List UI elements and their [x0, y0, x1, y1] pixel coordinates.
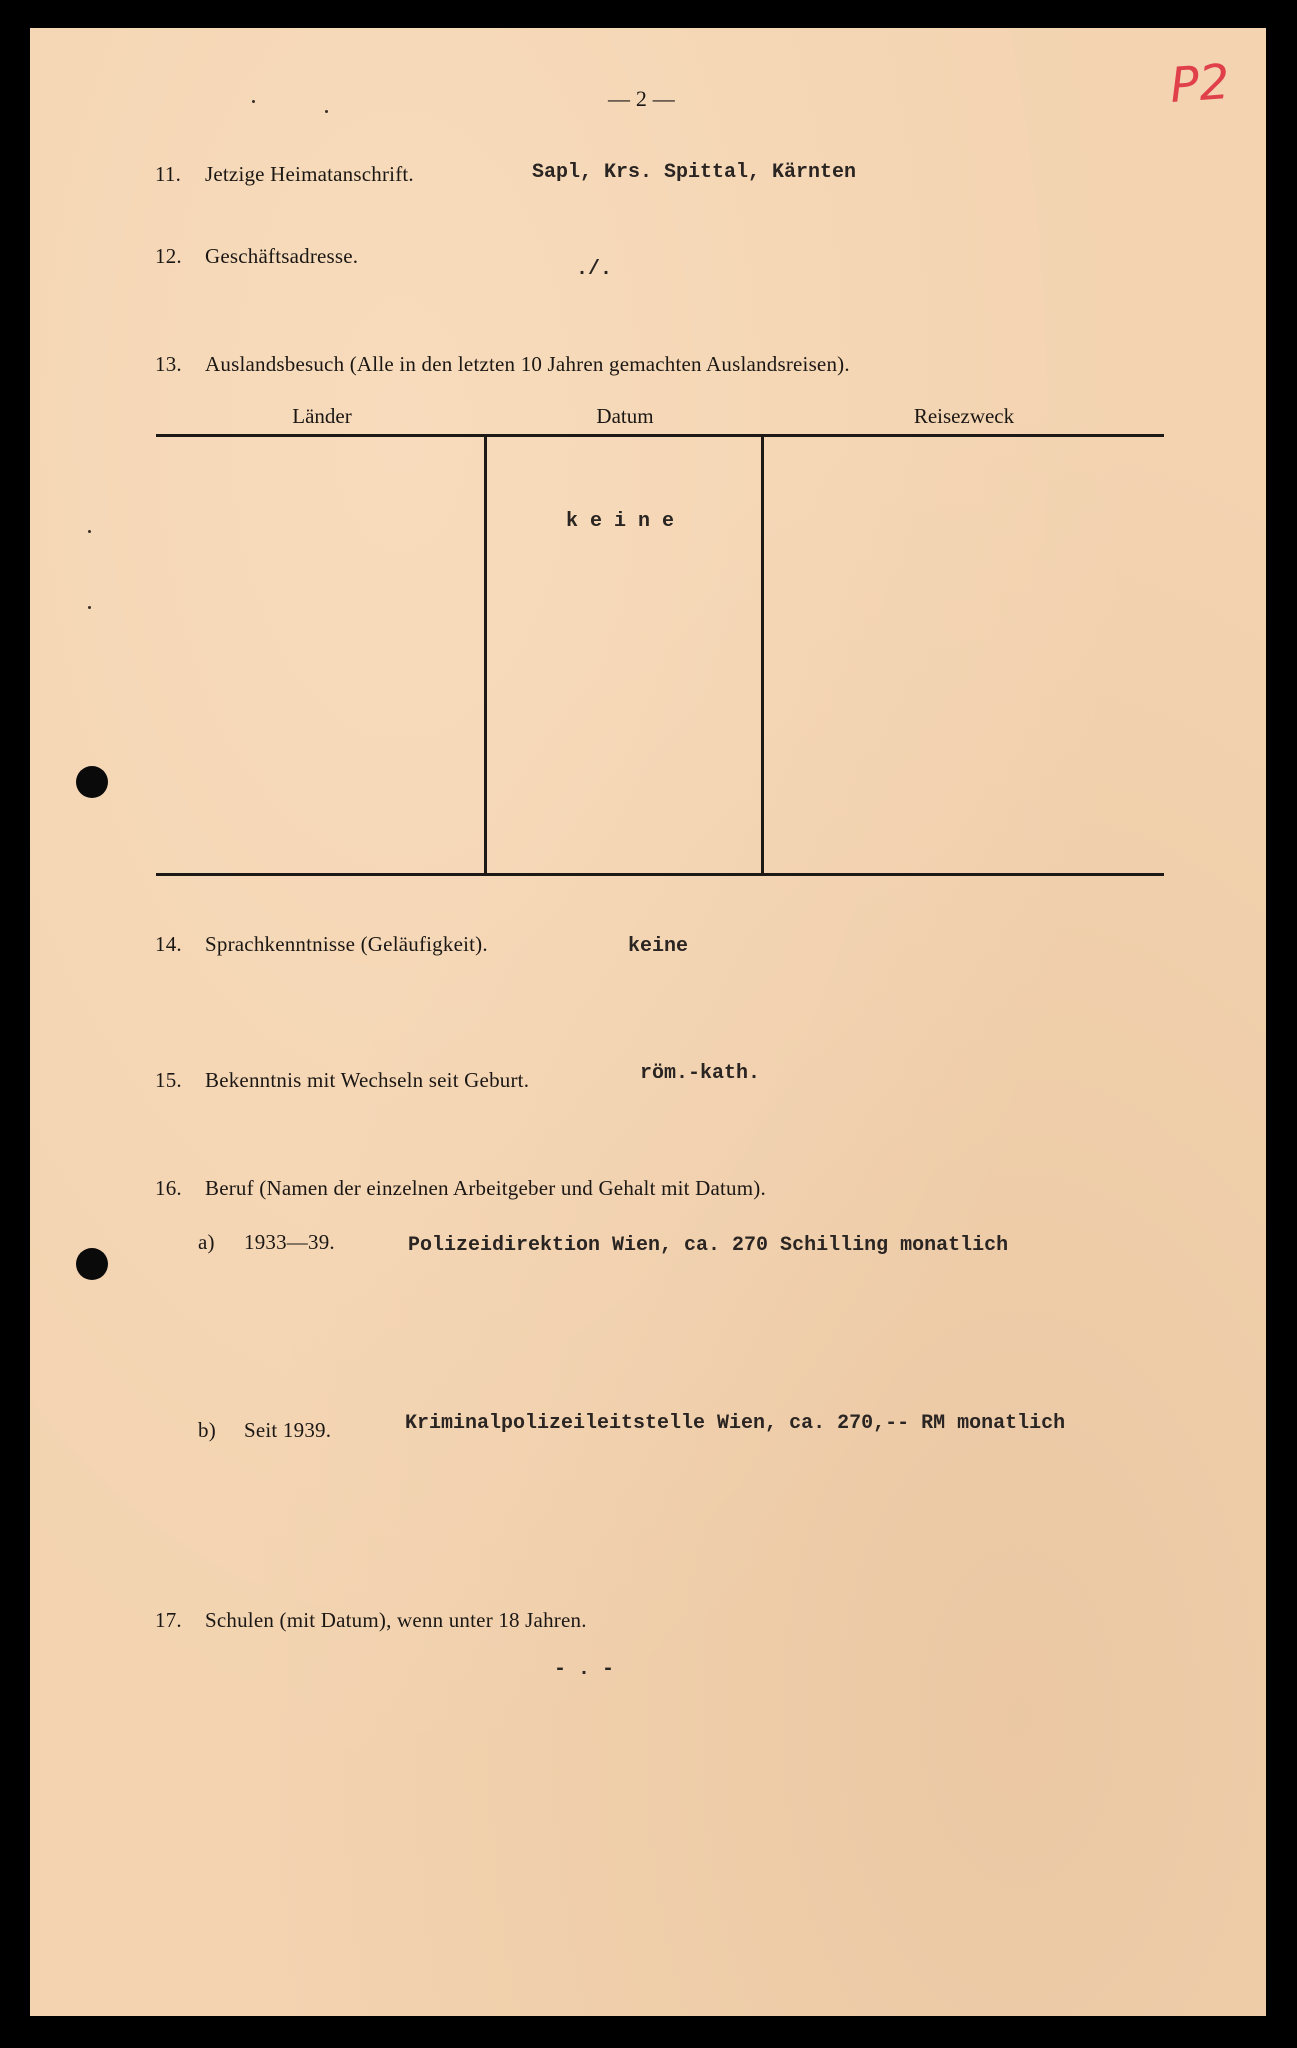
document-page — [30, 28, 1266, 2016]
item-16b-letter: b) — [198, 1418, 216, 1442]
item-12-number: 12. — [155, 244, 182, 268]
item-16a-value: Polizeidirektion Wien, ca. 270 Schilling monatlich — [408, 1234, 1009, 1257]
item-11-number: 11. — [155, 162, 182, 186]
item-15-value: röm.-kath. — [640, 1062, 761, 1085]
ink-speck — [88, 530, 91, 533]
item-17-value: - . - — [554, 1658, 615, 1681]
page-number: — 2 — — [608, 86, 675, 111]
item-17-number: 17. — [155, 1608, 182, 1632]
column-header-reisezweck: Reisezweck — [913, 404, 1015, 428]
item-15-label: Bekenntnis mit Wechseln seit Geburt. — [205, 1068, 530, 1092]
item-15-number: 15. — [155, 1068, 182, 1092]
ink-speck — [325, 110, 328, 113]
punch-hole — [76, 766, 108, 798]
item-17-label: Schulen (mit Datum), wenn unter 18 Jahren. — [205, 1608, 587, 1632]
corner-mark: P2 — [1168, 53, 1232, 115]
item-16-label: Beruf (Namen der einzelnen Arbeitgeber und Gehalt mit Datum). — [205, 1176, 766, 1200]
item-16-number: 16. — [155, 1176, 182, 1200]
item-13-label: Auslandsbesuch (Alle in den letzten 10 Jahren gemachten Auslandsreisen). — [205, 352, 850, 376]
ink-speck — [88, 606, 91, 609]
item-14-number: 14. — [155, 932, 182, 956]
item-12-value: ./. — [576, 258, 613, 281]
item-16b-value: Kriminalpolizeileitstelle Wien, ca. 270,-- RM monatlich — [405, 1412, 1066, 1435]
item-13-number: 13. — [155, 352, 182, 376]
punch-hole — [76, 1248, 108, 1280]
table-column-divider — [761, 437, 764, 873]
item-13-value: k e i n e — [566, 510, 675, 533]
column-header-datum: Datum — [596, 404, 654, 428]
table-column-divider — [484, 437, 487, 873]
item-16a-period: 1933—39. — [244, 1230, 335, 1254]
item-16b-period: Seit 1939. — [244, 1418, 332, 1442]
item-16a-letter: a) — [198, 1230, 215, 1254]
item-11-value: Sapl, Krs. Spittal, Kärnten — [532, 161, 857, 184]
item-11-label: Jetzige Heimatanschrift. — [205, 162, 414, 186]
item-14-label: Sprachkenntnisse (Geläufigkeit). — [205, 932, 488, 956]
table-top-rule — [156, 434, 1164, 437]
table-bottom-rule — [156, 873, 1164, 876]
item-12-label: Geschäftsadresse. — [205, 244, 359, 268]
ink-speck — [252, 100, 255, 103]
item-14-value: keine — [628, 935, 689, 958]
column-header-laender: Länder — [292, 404, 352, 428]
